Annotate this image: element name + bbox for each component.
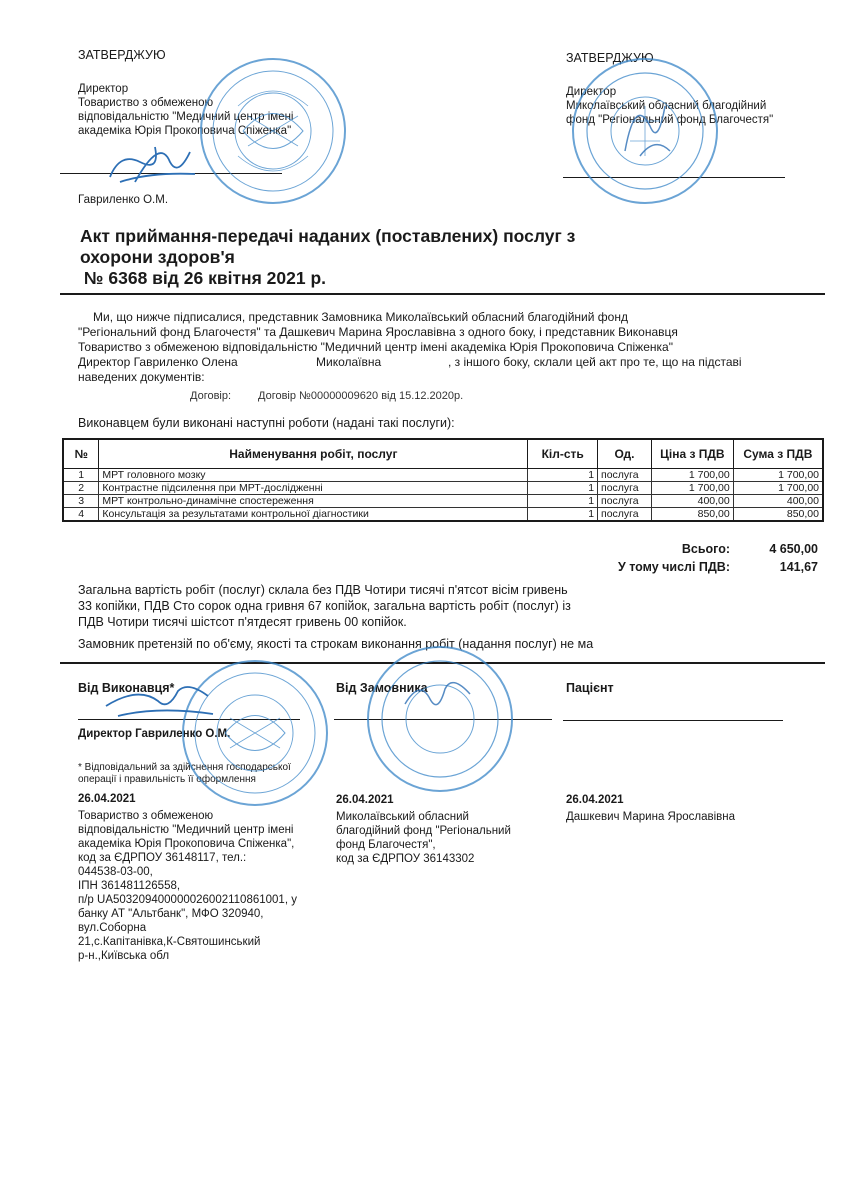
approve-right-org-line1: Миколаївський обласний благодійний	[566, 100, 767, 112]
col-header-price: Ціна з ПДВ	[651, 439, 733, 468]
executor-detail-line: відповідальністю "Медичний центр імені	[78, 824, 294, 836]
table-row	[63, 494, 823, 507]
executor-detail-line: вул.Соборна	[78, 922, 147, 934]
executor-detail-line: академіка Юрія Прокоповича Спіженка",	[78, 838, 295, 850]
approve-right-signature-line	[563, 177, 785, 178]
col-header-number: №	[63, 439, 99, 468]
intro-line5: наведених документів:	[78, 370, 205, 384]
approve-right-block	[566, 85, 826, 127]
executor-detail-line: р-н.,Київська обл	[78, 950, 170, 962]
table-row	[63, 468, 823, 481]
row-name: Контрастне підсилення при МРТ-дослідженні	[99, 481, 528, 494]
row-sum: 1 700,00	[733, 481, 823, 494]
title-divider	[60, 293, 825, 295]
row-sum: 850,00	[733, 507, 823, 521]
customer-detail-line: благодійний фонд "Регіональний	[336, 825, 511, 837]
executor-note-line2: операції і правильність її оформлення	[78, 774, 256, 785]
table-header-row	[63, 439, 823, 468]
total-label: Всього:	[681, 542, 730, 556]
row-sum: 1 700,00	[733, 468, 823, 481]
approve-left-position: Директор	[78, 83, 129, 95]
intro-patronymic: Миколаївна	[316, 355, 382, 369]
approve-left-block	[78, 82, 338, 138]
executor-detail-line: Товариство з обмеженою	[78, 810, 214, 822]
vat-label: У тому числі ПДВ:	[617, 560, 730, 574]
row-price: 1 700,00	[651, 468, 733, 481]
services-table	[62, 438, 824, 522]
col-header-sum: Сума з ПДВ	[733, 439, 823, 468]
summary-line3: ПДВ Чотири тисячі шістсот п'ятдесят гривень 00 копійок.	[78, 615, 407, 629]
patient-details	[566, 810, 786, 824]
intro-line4	[78, 355, 828, 370]
intro-paragraph	[78, 310, 828, 385]
row-number: 4	[63, 507, 99, 521]
row-sum: 400,00	[733, 494, 823, 507]
approve-left-title: ЗАТВЕРДЖУЮ	[78, 48, 166, 62]
executor-details	[78, 809, 328, 963]
customer-detail-line: Миколаївський обласний	[336, 811, 469, 823]
approve-right-title: ЗАТВЕРДЖУЮ	[566, 51, 654, 65]
total-value: 4 650,00	[769, 542, 818, 556]
summary-paragraph	[78, 582, 658, 630]
executor-note-line1: * Відповідальний за здійснення господарської	[78, 762, 291, 773]
row-price: 1 700,00	[651, 481, 733, 494]
row-unit: послуга	[598, 481, 652, 494]
summary-line4: Замовник претензій по об'єму, якості та строкам виконання робіт (надання послуг) не ма	[78, 637, 594, 651]
executor-detail-line: ІПН 361481126558,	[78, 880, 181, 892]
contract-label: Договір:	[190, 390, 232, 402]
summary-line1: Загальна вартість робіт (послуг) склала без ПДВ Чотири тисячі п'ятсот вісім гривень	[78, 583, 568, 597]
executor-note	[78, 762, 328, 786]
approve-right-position: Директор	[566, 86, 617, 98]
patient-date: 26.04.2021	[566, 794, 624, 806]
customer-detail-line: код за ЄДРПОУ 36143302	[336, 853, 475, 865]
executor-detail-line: банку АТ "Альтбанк", МФО 320940,	[78, 908, 264, 920]
customer-head: Від Замовника	[336, 681, 428, 695]
executor-date: 26.04.2021	[78, 793, 136, 805]
row-qty: 1	[528, 481, 598, 494]
executor-detail-line: код за ЄДРПОУ 36148117, тел.:	[78, 852, 247, 864]
row-name: Консультація за результатами контрольної діагностики	[99, 507, 528, 521]
row-number: 1	[63, 468, 99, 481]
intro-director: Директор Гавриленко Олена	[78, 355, 238, 369]
approve-left-org-line1: Товариство з обмеженою	[78, 97, 214, 109]
row-name: МРТ головного мозку	[99, 468, 528, 481]
vat-value: 141,67	[779, 560, 818, 574]
approve-left-org-line3: академіка Юрія Прокоповича Спіженка"	[78, 125, 292, 137]
intro-line2: "Регіональний фонд Благочестя" та Дашкевич Марина Ярославівна з одного боку, і представник Виконавця	[78, 325, 678, 339]
patient-head: Пацієнт	[566, 681, 614, 695]
patient-signature-line	[563, 720, 783, 721]
executor-detail-line: 21,с.Капітанівка,К-Святошинський	[78, 936, 261, 948]
approve-left-signature-line	[60, 173, 282, 174]
row-price: 400,00	[651, 494, 733, 507]
summary-line2: 33 копійки, ПДВ Сто сорок одна гривня 67 копійок, загальна вартість робіт (послуг) із	[78, 599, 571, 613]
col-header-name: Найменування робіт, послуг	[99, 439, 528, 468]
executor-detail-line: 044538-03-00,	[78, 866, 153, 878]
row-unit: послуга	[598, 468, 652, 481]
intro-line4-rest: , з іншого боку, склали цей акт про те, що на підставі	[448, 355, 742, 369]
row-number: 3	[63, 494, 99, 507]
executor-signature-top	[100, 132, 200, 192]
row-qty: 1	[528, 507, 598, 521]
executor-position: Директор Гавриленко О.М.	[78, 728, 231, 740]
customer-detail-line: фонд Благочестя",	[336, 839, 436, 851]
row-price: 850,00	[651, 507, 733, 521]
title-line3: № 6368 від 26 квітня 2021 р.	[84, 268, 327, 288]
approve-left-name: Гавриленко О.М.	[78, 194, 169, 206]
executor-signature-line	[78, 719, 300, 720]
col-header-unit: Од.	[598, 439, 652, 468]
row-name: МРТ контрольно-динамічне спостереження	[99, 494, 528, 507]
customer-date: 26.04.2021	[336, 794, 394, 806]
intro-line3: Товариство з обмеженою відповідальністю "Медичний центр імені академіка Юрія Прокоповича Спіженка"	[78, 340, 673, 354]
row-qty: 1	[528, 468, 598, 481]
customer-stamp-top	[570, 56, 720, 206]
customer-details	[336, 810, 546, 866]
row-unit: послуга	[598, 507, 652, 521]
table-row	[63, 507, 823, 521]
title-line2: охорони здоров'я	[80, 247, 235, 267]
row-number: 2	[63, 481, 99, 494]
table-row	[63, 481, 823, 494]
executor-detail-line: п/р UA503209400000026002110861001, у	[78, 894, 297, 906]
title-line1: Акт приймання-передачі наданих (поставлених) послуг з	[80, 226, 576, 246]
contract-value: Договір №00000009620 від 15.12.2020р.	[258, 390, 464, 402]
patient-detail-line: Дашкевич Марина Ярославівна	[566, 811, 736, 823]
document-title	[80, 226, 680, 289]
intro-line1: Ми, що нижче підписалися, представник Замовника Миколаївський обласний благодійний фонд	[93, 310, 628, 324]
executor-head: Від Виконавця*	[78, 681, 175, 695]
approve-right-org-line2: фонд "Регіональний фонд Благочестя"	[566, 114, 774, 126]
row-unit: послуга	[598, 494, 652, 507]
works-intro: Виконавцем були виконані наступні роботи (надані такі послуги):	[78, 416, 455, 430]
col-header-qty: Кіл-сть	[528, 439, 598, 468]
summary-divider	[60, 662, 825, 664]
row-qty: 1	[528, 494, 598, 507]
customer-signature-line	[334, 719, 552, 720]
approve-left-org-line2: відповідальністю "Медичний центр імені	[78, 111, 294, 123]
